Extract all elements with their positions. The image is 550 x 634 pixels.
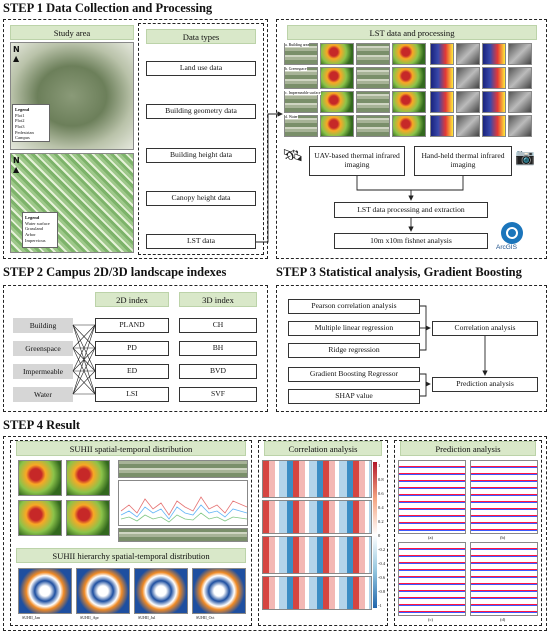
correlation-analysis-box: Correlation analysis [432,321,538,336]
hierarchy-caption: SUHII_Jul [138,615,156,620]
handheld-visible-image [456,91,480,113]
legend-item: Plot1 [15,112,25,118]
legend-item: Plot2 [15,118,25,124]
index2d-header: 2D index [95,292,169,307]
shap-panel-label: (b) [500,535,506,540]
uav-thermal-image [320,43,354,65]
legend-item: Campus [15,135,30,141]
suhii-timeseries-chart [118,480,248,526]
index-lsi: LSI [95,387,169,402]
index-pland: PLAND [95,318,169,333]
suhii-map [66,460,110,496]
correlation-header: Correlation analysis [264,441,382,456]
uav-thermal-image [392,43,426,65]
colorbar-tick: 0 [378,533,381,538]
shap-value-box: SHAP value [288,389,420,404]
suhii-hierarchy-header: SUHII hierarchy spatial-temporal distribution [16,548,246,563]
north-arrow-icon: N ▲ [13,156,20,174]
colorbar-tick: -1 [378,603,382,608]
correlation-heatmap [262,576,372,610]
panel-label: d. Water [285,115,298,119]
uav-visible-image [356,91,390,113]
hierarchy-map [18,568,72,614]
step1-title: STEP 1 Data Collection and Processing [3,1,213,15]
correlation-heatmap [262,500,372,534]
shap-summary-plot [470,542,538,616]
correlation-colorbar [373,462,377,608]
legend-item: Impervious [25,237,46,243]
legend-item: Water surface [25,220,50,226]
hierarchy-map [134,568,188,614]
legend-item: Plot3 [15,123,25,129]
panel-label: a. Building area [285,43,310,47]
handheld-visible-image [456,67,480,89]
arcgis-label: ArcGIS [496,244,517,251]
uav-thermal-image [392,115,426,137]
index-bh: BH [179,341,257,356]
pearson-box: Pearson correlation analysis [288,299,420,314]
correlation-heatmap [262,536,372,574]
suhii-map [18,460,62,496]
land-use-data-box: Land use data [146,61,256,76]
legend-item: Pedestrian [15,129,34,135]
shap-summary-plot [398,542,466,616]
data-types-panel [138,23,264,255]
uav-thermal-image [392,91,426,113]
uav-imaging-box: UAV-based thermal infrared imaging [309,146,405,176]
uav-thermal-image [320,115,354,137]
colorbar-tick: -0.8 [378,589,386,594]
handheld-thermal-image [430,43,454,65]
handheld-thermal-image [482,43,506,65]
step3-title: STEP 3 Statistical analysis, Gradient Boosting [276,265,522,279]
lst-data-box: LST data [146,234,256,249]
legend-item: Grassland [25,226,43,232]
hierarchy-caption: SUHII_Oct [196,615,215,620]
category-water: Water [13,387,73,402]
uav-visible-image [356,43,390,65]
colorbar-tick: -0.4 [378,561,386,566]
gradient-boosting-box: Gradient Boosting Regressor [288,367,420,382]
step2-title: STEP 2 Campus 2D/3D landscape indexes [3,265,227,279]
hierarchy-caption: SUHII_Apr [80,615,99,620]
uav-visible-image [356,67,390,89]
legend-item: Arbor [25,231,36,237]
uav-thermal-image [392,67,426,89]
category-building: Building [13,318,73,333]
handheld-visible-image [508,91,532,113]
correlation-heatmap [262,460,372,498]
colorbar-tick: 0.6 [378,491,384,496]
uav-visible-image [356,115,390,137]
suhii-map [18,500,62,536]
hierarchy-map [192,568,246,614]
suhii-header: SUHII spatial-temporal distribution [16,441,246,456]
step4-title: STEP 4 Result [3,418,81,432]
study-area-header: Study area [10,25,134,40]
ridge-regression-box: Ridge regression [288,343,420,358]
study-area-legend [12,104,50,142]
shap-summary-plot [470,460,538,534]
lst-header: LST data and processing [287,25,537,40]
handheld-thermal-image [482,67,506,89]
site-aerial-strip [118,460,248,478]
data-types-header: Data types [146,29,256,44]
north-arrow-icon: N ▲ [13,45,20,63]
colorbar-tick: -0.6 [378,575,386,580]
suhii-map [66,500,110,536]
index-ed: ED [95,364,169,379]
shap-panel-label: (d) [500,617,506,622]
colorbar-tick: 1 [378,463,381,468]
prediction-header: Prediction analysis [400,441,536,456]
handheld-visible-image [456,43,480,65]
handheld-thermal-image [482,91,506,113]
building-height-data-box: Building height data [146,148,256,163]
land-use-legend [22,212,58,248]
category-impermeable: Impermeable [13,364,73,379]
category-greenspace: Greenspace [13,341,73,356]
canopy-height-data-box: Canopy height data [146,191,256,206]
handheld-thermal-image [430,115,454,137]
handheld-visible-image [456,115,480,137]
site-aerial-strip [118,528,248,542]
lst-processing-box: LST data processing and extraction [334,202,488,218]
colorbar-tick: 0.4 [378,505,384,510]
handheld-thermal-image [430,67,454,89]
multiple-linear-regression-box: Multiple linear regression [288,321,420,336]
hierarchy-caption: SUHII_Jan [22,615,40,620]
colorbar-tick: 0.8 [378,477,384,482]
legend-title: Legend [25,215,40,220]
shap-panel-label: (c) [428,617,433,622]
arcgis-icon [501,222,523,244]
legend-title: Legend [15,107,30,112]
camera-icon: 📷 [515,147,535,166]
handheld-imaging-box: Hand-held thermal infrared imaging [414,146,512,176]
panel-label: b. Greenspace [285,67,307,71]
index-pd: PD [95,341,169,356]
index-svf: SVF [179,387,257,402]
handheld-thermal-image [430,91,454,113]
uav-thermal-image [320,67,354,89]
colorbar-ticks [378,459,385,613]
handheld-visible-image [508,115,532,137]
index3d-header: 3D index [179,292,257,307]
building-geometry-data-box: Building geometry data [146,104,256,119]
handheld-visible-image [508,67,532,89]
fishnet-analysis-box: 10m x10m fishnet analysis [334,233,488,249]
satellite-icon: 🛰 [282,146,304,166]
handheld-thermal-image [482,115,506,137]
colorbar-tick: 0.2 [378,519,384,524]
hierarchy-map [76,568,130,614]
timeseries-lines [119,481,249,527]
colorbar-tick: -0.2 [378,547,386,552]
shap-panel-label: (a) [428,535,433,540]
index-bvd: BVD [179,364,257,379]
handheld-visible-image [508,43,532,65]
prediction-analysis-box: Prediction analysis [432,377,538,392]
index-ch: CH [179,318,257,333]
uav-thermal-image [320,91,354,113]
shap-summary-plot [398,460,466,534]
panel-label: c. Impermeable surface [285,91,321,95]
